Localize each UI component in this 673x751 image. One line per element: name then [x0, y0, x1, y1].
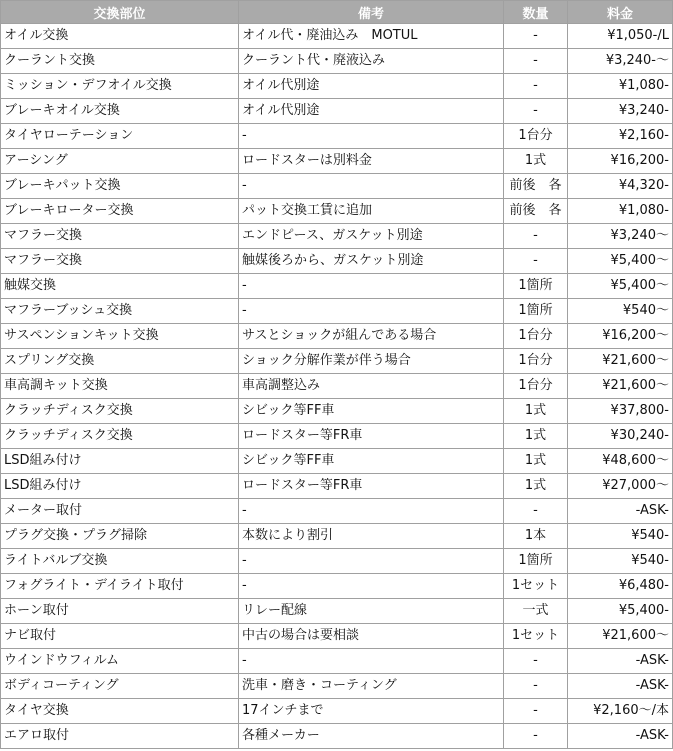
- cell-qty: 1箇所: [504, 549, 568, 574]
- cell-part: ナビ取付: [1, 624, 239, 649]
- table-row: [1, 124, 673, 149]
- table-row: [1, 374, 673, 399]
- table-row: [1, 149, 673, 174]
- cell-price: ¥540-: [568, 524, 673, 549]
- cell-price: ¥21,600～: [568, 374, 673, 399]
- table-row: [1, 474, 673, 499]
- cell-qty: -: [504, 49, 568, 74]
- table-row: [1, 49, 673, 74]
- cell-price: ¥5,400～: [568, 249, 673, 274]
- cell-note: 中古の場合は要相談: [239, 624, 504, 649]
- cell-price: ¥37,800-: [568, 399, 673, 424]
- header-price: 料金: [568, 1, 673, 24]
- cell-part: マフラー交換: [1, 224, 239, 249]
- cell-note: 本数により割引: [239, 524, 504, 549]
- cell-note: -: [239, 549, 504, 574]
- cell-part: 触媒交換: [1, 274, 239, 299]
- cell-part: メーター取付: [1, 499, 239, 524]
- cell-qty: -: [504, 699, 568, 724]
- cell-price: ¥16,200-: [568, 149, 673, 174]
- cell-note: リレー配線: [239, 599, 504, 624]
- cell-part: ホーン取付: [1, 599, 239, 624]
- table-row: [1, 99, 673, 124]
- cell-note: 触媒後ろから、ガスケット別途: [239, 249, 504, 274]
- cell-part: ブレーキオイル交換: [1, 99, 239, 124]
- cell-qty: 1式: [504, 474, 568, 499]
- cell-price: ¥540～: [568, 299, 673, 324]
- table-row: [1, 274, 673, 299]
- cell-part: ブレーキパット交換: [1, 174, 239, 199]
- cell-part: マフラー交換: [1, 249, 239, 274]
- cell-qty: -: [504, 674, 568, 699]
- cell-part: クラッチディスク交換: [1, 399, 239, 424]
- cell-note: 洗車・磨き・コーティング: [239, 674, 504, 699]
- cell-note: 17インチまで: [239, 699, 504, 724]
- cell-price: ¥2,160～/本: [568, 699, 673, 724]
- cell-part: ボディコーティング: [1, 674, 239, 699]
- cell-qty: -: [504, 24, 568, 49]
- cell-qty: 前後 各: [504, 199, 568, 224]
- cell-note: 車高調整込み: [239, 374, 504, 399]
- cell-qty: 1式: [504, 449, 568, 474]
- header-note: 備考: [239, 1, 504, 24]
- cell-qty: 1台分: [504, 374, 568, 399]
- cell-part: スプリング交換: [1, 349, 239, 374]
- cell-price: ¥1,080-: [568, 74, 673, 99]
- cell-part: エアロ取付: [1, 724, 239, 749]
- table-row: [1, 324, 673, 349]
- table-row: [1, 724, 673, 749]
- table-row: [1, 224, 673, 249]
- cell-price: ¥4,320-: [568, 174, 673, 199]
- cell-price: ¥6,480-: [568, 574, 673, 599]
- cell-price: ¥16,200～: [568, 324, 673, 349]
- cell-note: オイル代・廃油込み MOTUL: [239, 24, 504, 49]
- cell-part: フォグライト・デイライト取付: [1, 574, 239, 599]
- cell-qty: -: [504, 249, 568, 274]
- cell-qty: 1式: [504, 149, 568, 174]
- cell-part: LSD組み付け: [1, 449, 239, 474]
- table-row: [1, 424, 673, 449]
- cell-qty: 1式: [504, 399, 568, 424]
- cell-price: ¥3,240～: [568, 224, 673, 249]
- cell-note: -: [239, 499, 504, 524]
- cell-price: ¥5,400-: [568, 599, 673, 624]
- cell-part: タイヤローテーション: [1, 124, 239, 149]
- cell-price: ¥3,240-: [568, 99, 673, 124]
- cell-price: ¥1,080-: [568, 199, 673, 224]
- cell-qty: -: [504, 499, 568, 524]
- cell-note: ロードスター等FR車: [239, 424, 504, 449]
- cell-price: ¥48,600～: [568, 449, 673, 474]
- cell-price: ¥30,240-: [568, 424, 673, 449]
- table-row: [1, 399, 673, 424]
- cell-qty: 一式: [504, 599, 568, 624]
- cell-qty: -: [504, 724, 568, 749]
- cell-qty: 前後 各: [504, 174, 568, 199]
- cell-part: サスペンションキット交換: [1, 324, 239, 349]
- cell-note: パット交換工賃に追加: [239, 199, 504, 224]
- cell-note: オイル代別途: [239, 74, 504, 99]
- header-qty: 数量: [504, 1, 568, 24]
- cell-note: -: [239, 649, 504, 674]
- table-row: [1, 349, 673, 374]
- cell-part: タイヤ交換: [1, 699, 239, 724]
- cell-price: ¥5,400～: [568, 274, 673, 299]
- table-row: [1, 699, 673, 724]
- table-row: [1, 299, 673, 324]
- table-row: [1, 24, 673, 49]
- cell-note: クーラント代・廃液込み: [239, 49, 504, 74]
- cell-note: ロードスター等FR車: [239, 474, 504, 499]
- cell-part: ライトバルブ交換: [1, 549, 239, 574]
- table-row: [1, 624, 673, 649]
- cell-price: ¥540-: [568, 549, 673, 574]
- cell-qty: -: [504, 99, 568, 124]
- cell-part: ミッション・デフオイル交換: [1, 74, 239, 99]
- cell-note: ロードスターは別料金: [239, 149, 504, 174]
- table-row: [1, 199, 673, 224]
- table-row: [1, 249, 673, 274]
- cell-price: ¥2,160-: [568, 124, 673, 149]
- cell-part: LSD組み付け: [1, 474, 239, 499]
- cell-qty: 1箇所: [504, 274, 568, 299]
- cell-price: -ASK-: [568, 499, 673, 524]
- table-row: [1, 499, 673, 524]
- cell-part: ウインドウフィルム: [1, 649, 239, 674]
- table-header-row: [1, 1, 673, 24]
- cell-part: マフラーブッシュ交換: [1, 299, 239, 324]
- table-row: [1, 649, 673, 674]
- cell-note: -: [239, 299, 504, 324]
- cell-part: プラグ交換・プラグ掃除: [1, 524, 239, 549]
- header-part: 交換部位: [1, 1, 239, 24]
- cell-part: 車高調キット交換: [1, 374, 239, 399]
- cell-part: アーシング: [1, 149, 239, 174]
- cell-qty: 1台分: [504, 349, 568, 374]
- cell-part: クラッチディスク交換: [1, 424, 239, 449]
- cell-note: シビック等FF車: [239, 399, 504, 424]
- cell-qty: 1式: [504, 424, 568, 449]
- cell-note: -: [239, 124, 504, 149]
- table-row: [1, 74, 673, 99]
- table-row: [1, 674, 673, 699]
- cell-note: ショック分解作業が伴う場合: [239, 349, 504, 374]
- cell-note: シビック等FF車: [239, 449, 504, 474]
- cell-note: 各種メーカー: [239, 724, 504, 749]
- cell-price: ¥1,050-/L: [568, 24, 673, 49]
- cell-qty: -: [504, 74, 568, 99]
- cell-qty: 1台分: [504, 324, 568, 349]
- cell-note: -: [239, 574, 504, 599]
- cell-price: -ASK-: [568, 724, 673, 749]
- cell-price: ¥21,600～: [568, 624, 673, 649]
- cell-qty: 1本: [504, 524, 568, 549]
- table-row: [1, 524, 673, 549]
- cell-part: ブレーキローター交換: [1, 199, 239, 224]
- cell-qty: 1箇所: [504, 299, 568, 324]
- table-row: [1, 574, 673, 599]
- cell-price: -ASK-: [568, 649, 673, 674]
- cell-qty: 1セット: [504, 624, 568, 649]
- table-row: [1, 549, 673, 574]
- cell-qty: 1台分: [504, 124, 568, 149]
- cell-note: エンドピース、ガスケット別途: [239, 224, 504, 249]
- cell-qty: 1セット: [504, 574, 568, 599]
- table-body: [1, 24, 673, 749]
- cell-price: ¥27,000～: [568, 474, 673, 499]
- cell-qty: -: [504, 224, 568, 249]
- table-row: [1, 599, 673, 624]
- cell-note: -: [239, 174, 504, 199]
- cell-note: -: [239, 274, 504, 299]
- cell-note: サスとショックが組んである場合: [239, 324, 504, 349]
- cell-note: オイル代別途: [239, 99, 504, 124]
- cell-part: オイル交換: [1, 24, 239, 49]
- table-row: [1, 174, 673, 199]
- table-row: [1, 449, 673, 474]
- cell-qty: -: [504, 649, 568, 674]
- cell-price: ¥21,600～: [568, 349, 673, 374]
- cell-part: クーラント交換: [1, 49, 239, 74]
- cell-price: -ASK-: [568, 674, 673, 699]
- cell-price: ¥3,240-～: [568, 49, 673, 74]
